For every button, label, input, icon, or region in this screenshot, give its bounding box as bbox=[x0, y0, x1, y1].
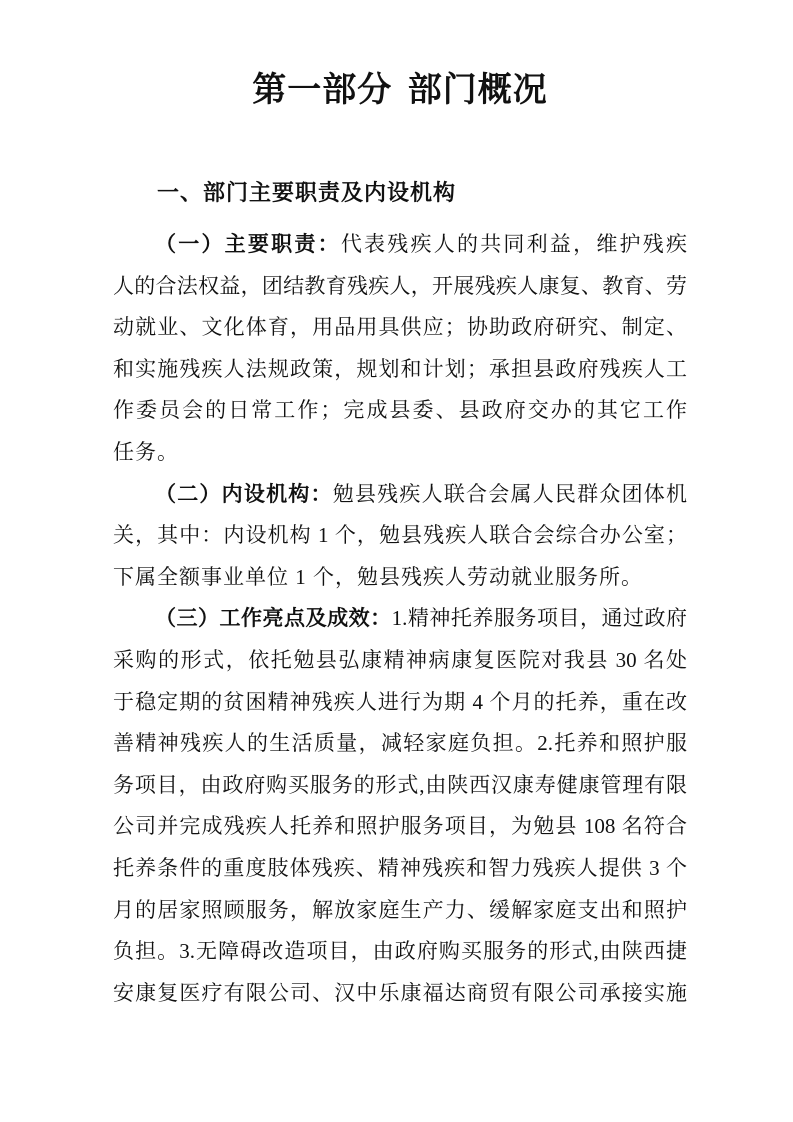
body-line: 作委员会的日常工作；完成县委、县政府交办的其它工作 bbox=[113, 398, 687, 423]
body-line: 关，其中：内设机构 1 个，勉县残疾人联合会综合办公室； bbox=[113, 523, 687, 548]
body-line: 托养条件的重度肢体残疾、精神残疾和智力残疾人提供 3 个 bbox=[113, 855, 687, 880]
paragraph bbox=[113, 224, 687, 474]
body-line: （二）内设机构：勉县残疾人联合会属人民群众团体机 bbox=[155, 481, 687, 506]
body-line: 于稳定期的贫困精神残疾人进行为期 4 个月的托养，重在改 bbox=[113, 689, 687, 714]
paragraph bbox=[113, 474, 687, 599]
document-title: 第一部分 部门概况 bbox=[252, 72, 548, 109]
body-line: 负担。3.无障碍改造项目，由政府购买服务的形式,由陕西捷 bbox=[113, 939, 687, 964]
body-line: 月的居家照顾服务，解放家庭生产力、缓解家庭支出和照护 bbox=[113, 897, 687, 922]
body-line: 任务。 bbox=[113, 439, 179, 464]
body-line: 务项目，由政府购买服务的形式,由陕西汉康寿健康管理有限 bbox=[113, 772, 687, 797]
paragraph-lead: （三）工作亮点及成效： bbox=[155, 606, 392, 631]
body-line: （三）工作亮点及成效：1.精神托养服务项目，通过政府 bbox=[155, 606, 687, 631]
body-line: 和实施残疾人法规政策，规划和计划；承担县政府残疾人工 bbox=[113, 356, 687, 381]
paragraph-lead: （二）内设机构： bbox=[155, 481, 333, 506]
body-line: 人的合法权益，团结教育残疾人，开展残疾人康复、教育、劳 bbox=[113, 273, 687, 298]
body-line: 善精神残疾人的生活质量，减轻家庭负担。2.托养和照护服 bbox=[113, 731, 687, 756]
paragraph-lead: （一）主要职责： bbox=[155, 232, 341, 256]
paragraph bbox=[113, 598, 687, 1014]
document-content bbox=[113, 0, 687, 1014]
section-heading: 一、部门主要职责及内设机构 bbox=[157, 180, 457, 205]
body-line: 安康复医疗有限公司、汉中乐康福达商贸有限公司承接实施 bbox=[113, 980, 687, 1005]
document-body bbox=[113, 224, 687, 1014]
body-line: 采购的形式，依托勉县弘康精神病康复医院对我县 30 名处 bbox=[113, 647, 687, 672]
body-line: 下属全额事业单位 1 个，勉县残疾人劳动就业服务所。 bbox=[113, 564, 643, 589]
body-line: （一）主要职责：代表残疾人的共同利益，维护残疾 bbox=[155, 232, 687, 256]
body-line: 公司并完成残疾人托养和照护服务项目，为勉县 108 名符合 bbox=[113, 814, 687, 839]
body-line: 动就业、文化体育，用品用具供应；协助政府研究、制定、 bbox=[113, 315, 687, 340]
